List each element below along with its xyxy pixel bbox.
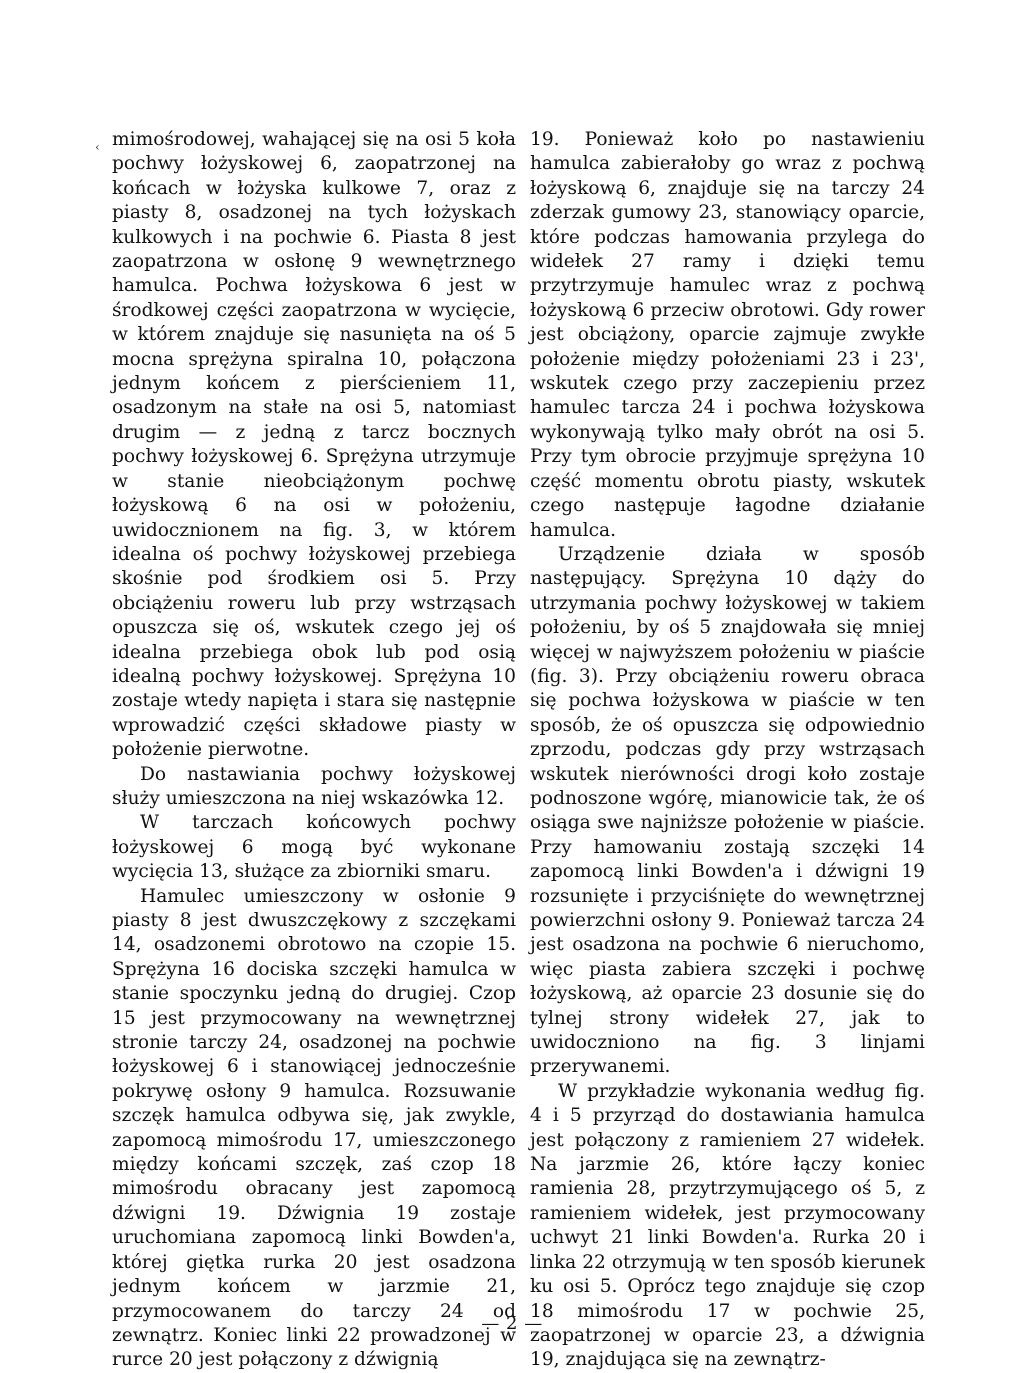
- left-paragraph-1: mimośrodowej, wahającej się na osi 5 koła pochwy łożyskowej 6, zaopatrzonej na końcach w łożyska kulkowe 7, oraz z piasty 8, osadzonej na tych łożyskach kulkowych i na pochwie 6. Piasta 8 jest zaopatrzona w osłonę 9 wewnętrznego hamulca. Pochwa łożyskowa 6 jest w środkowej części zaopatrzona w wycięcie, w którem znajduje się nasunięta na oś 5 mocna sprężyna spiralna 10, połączona jednym końcem z pierścieniem 11, osadzonym na stałe na osi 5, natomiast drugim — z jedną z tarcz bocznych pochwy łożyskowej 6. Sprężyna utrzymuje w stanie nieobciążonym pochwę łożyskową 6 na osi w położeniu, uwidocznionem na fig. 3, w którem idealna oś pochwy łożyskowej przebiega skośnie pod środkiem osi 5. Przy obciążeniu roweru lub przy wstrząsach opuszcza się oś, wskutek czego jej oś idealna przebiega obok lub pod osią idealną pochwy łożyskowej. Sprężyna 10 zostaje wtedy napięta i stara się następnie wprowadzić części składowe piasty w położenie pierwotne.: [112, 129, 516, 761]
- right-paragraph-2: Urządzenie działa w sposób następujący. Sprężyna 10 dąży do utrzymania pochwy łożyskowej w takiem położeniu, by oś 5 znajdowała się mniej więcej w najwyższem położeniu w piaście (fig. 3). Przy obciążeniu roweru obraca się pochwa łożyskowa w piaście w ten sposób, że oś opuszcza się odpowiednio zprzodu, podczas gdy przy wstrząsach wskutek nierówności drogi koło zostaje podnoszone wgórę, mianowicie tak, że oś osiąga swe najniższe położenie w piaście. Przy hamowaniu zostają szczęki 14 zapomocą linki Bowden'a i dźwigni 19 rozsunięte i przyciśnięte do wewnętrznej powierzchni osłony 9. Ponieważ tarcza 24 jest osadzona na pochwie 6 nieruchomo, więc piasta zabiera szczęki i pochwę łożyskową, aż oparcie 23 dosunie się do tylnej strony widełek 27, jak to uwidoczniono na fig. 3 linjami przerywanemi.: [530, 543, 925, 1078]
- right-column: [530, 128, 925, 1373]
- left-paragraph-3: W tarczach końcowych pochwy łożyskowej 6 mogą być wykonane wycięcia 13, służące za zbiorniki smaru.: [112, 812, 516, 883]
- right-paragraph-3: W przykładzie wykonania według fig. 4 i 5 przyrząd do dostawiania hamulca jest połączony z ramieniem 27 widełek. Na jarzmie 26, które łączy koniec ramienia 28, przytrzymującego oś 5, z ramieniem widełek, jest przymocowany uchwyt 21 linki Bowden'a. Rurka 20 i linka 22 otrzymują w ten sposób kierunek ku osi 5. Oprócz tego znajduje się czop 18 mimośrodu 17 w pochwie 25, zaopatrzonej w oparcie 23, a dźwignia 19, znajdująca się na zewnątrz-: [530, 1080, 925, 1371]
- left-column: [112, 128, 516, 1373]
- page-number: — 2 —: [481, 1313, 543, 1334]
- margin-mark: ‹: [95, 140, 100, 154]
- right-paragraph-1: 19. Ponieważ koło po nastawieniu hamulca zabierałoby go wraz z pochwą łożyskową 6, znajduje się na tarczy 24 zderzak gumowy 23, stanowiący oparcie, które podczas hamowania przylega do widełek 27 ramy i dzięki temu przytrzymuje hamulec wraz z pochwą łożyskową 6 przeciw obrotowi. Gdy rower jest obciążony, oparcie zajmuje zwykłe położenie między położeniami 23 i 23', wskutek czego przy zaczepieniu przez hamulec tarcza 24 i pochwa łożyskowa wykonywają tylko mały obrót na osi 5. Przy tym obrocie przyjmuje sprężyna 10 część momentu obrotu piasty, wskutek czego następuje łagodne działanie hamulca.: [530, 129, 925, 541]
- left-paragraph-4: Hamulec umieszczony w osłonie 9 piasty 8 jest dwuszczękowy z szczękami 14, osadzonemi obrotowo na czopie 15. Sprężyna 16 dociska szczęki hamulca w stanie spoczynku jedną do drugiej. Czop 15 jest przymocowany na wewnętrznej stronie tarczy 24, osadzonej na pochwie łożyskowej 6 i stanowiącej jednocześnie pokrywę osłony 9 hamulca. Rozsuwanie szczęk hamulca odbywa się, jak zwykle, zapomocą mimośrodu 17, umieszczonego między końcami szczęk, zaś czop 18 mimośrodu obracany jest zapomocą dźwigni 19. Dźwignia 19 zostaje uruchomiana zapomocą linki Bowden'a, której giętka rurka 20 jest osadzona jednym końcem w jarzmie 21, przymocowanem do tarczy 24 od zewnątrz. Koniec linki 22 prowadzonej w rurce 20 jest połączony z dźwignią: [112, 885, 516, 1371]
- left-paragraph-2: Do nastawiania pochwy łożyskowej służy umieszczona na niej wskazówka 12.: [112, 763, 516, 809]
